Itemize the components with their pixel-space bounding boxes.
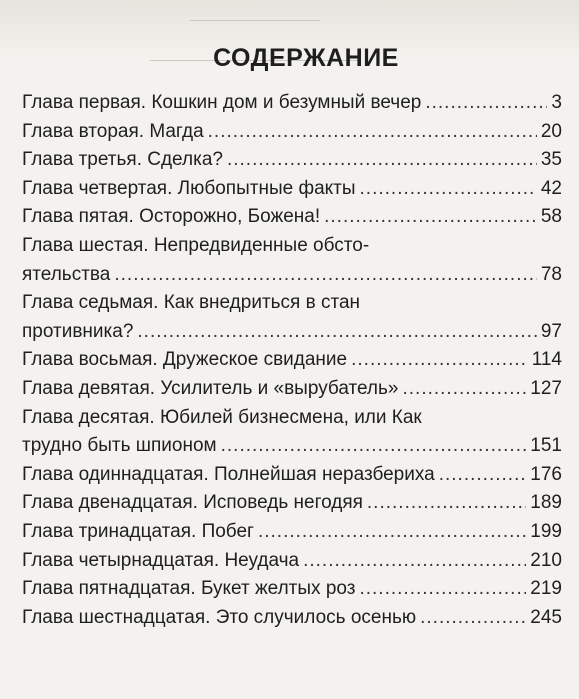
toc-entry-title: Глава пятая. Осторожно, Божена! xyxy=(22,206,321,228)
toc-entry-row xyxy=(22,203,562,232)
dot-leader xyxy=(420,604,526,633)
toc-entry-row xyxy=(22,518,562,547)
page-number: 20 xyxy=(540,120,562,142)
page-number: 199 xyxy=(530,520,562,542)
toc-entry-row xyxy=(22,547,562,576)
dot-leader xyxy=(324,203,537,232)
page-number: 189 xyxy=(530,492,562,514)
toc-entry-title: Глава одиннадцатая. Полнейшая неразбериха xyxy=(22,463,435,485)
toc-entry-row xyxy=(22,89,562,118)
toc-entry-row xyxy=(22,432,562,461)
toc-entry xyxy=(22,289,562,346)
toc-entry xyxy=(22,575,562,604)
toc-entry xyxy=(22,118,562,147)
toc-entry-row xyxy=(22,604,562,633)
toc-entry xyxy=(22,375,562,404)
page-number: 3 xyxy=(551,92,562,113)
toc-entry xyxy=(22,232,562,289)
dot-leader xyxy=(351,346,528,375)
page-number: 210 xyxy=(530,549,562,571)
bleed-through-line xyxy=(190,20,320,21)
toc-entry xyxy=(22,604,562,633)
toc-entry xyxy=(22,547,562,576)
dot-leader xyxy=(221,432,527,461)
dot-leader xyxy=(425,89,547,118)
toc-entry xyxy=(22,489,562,518)
dot-leader xyxy=(402,375,526,404)
toc-entry-row xyxy=(22,118,562,147)
toc-entry-row xyxy=(22,575,562,604)
toc-entry-title: трудно быть шпионом xyxy=(22,435,217,457)
page-number: 97 xyxy=(540,320,562,342)
toc-entry-row xyxy=(22,146,562,175)
dot-leader xyxy=(303,547,526,576)
dot-leader xyxy=(360,175,537,204)
toc-entry-title: Глава девятая. Усилитель и «вырубатель» xyxy=(22,377,399,399)
toc-entry-row xyxy=(22,318,562,347)
toc-entry xyxy=(22,89,562,118)
toc-entry-title-line: Глава десятая. Юбилей бизнесмена, или Как xyxy=(22,406,422,428)
page-number: 219 xyxy=(530,578,562,600)
toc-entry-title: Глава четырнадцатая. Неудача xyxy=(22,549,300,571)
toc-entry-title: противника? xyxy=(22,320,134,342)
dot-leader xyxy=(439,461,527,490)
dot-leader xyxy=(114,261,537,290)
toc-title: СОДЕРЖАНИЕ xyxy=(213,44,399,72)
toc-entry xyxy=(22,404,562,461)
toc-list xyxy=(22,89,562,632)
toc-entry-row xyxy=(22,175,562,204)
toc-entry-title: Глава пятнадцатая. Букет желтых роз xyxy=(22,578,356,600)
toc-entry-title-line: Глава шестая. Непредвиденные обсто- xyxy=(22,234,370,256)
toc-entry-title: Глава двенадцатая. Исповедь негодяя xyxy=(22,492,363,514)
toc-entry xyxy=(22,203,562,232)
page-number: 127 xyxy=(530,377,562,399)
page-number: 176 xyxy=(530,463,562,485)
toc-entry xyxy=(22,461,562,490)
toc-entry-row xyxy=(22,261,562,290)
toc-entry-row xyxy=(22,489,562,518)
toc-entry-title: Глава первая. Кошкин дом и безумный вечер xyxy=(22,92,422,113)
dot-leader xyxy=(359,575,526,604)
page-number: 58 xyxy=(540,206,562,228)
toc-entry xyxy=(22,146,562,175)
toc-entry-title: Глава шестнадцатая. Это случилось осенью xyxy=(22,606,417,628)
page-number: 35 xyxy=(540,149,562,171)
toc-entry-row xyxy=(22,461,562,490)
toc-entry-title: Глава четвертая. Любопытные факты xyxy=(22,177,356,199)
dot-leader xyxy=(367,489,526,518)
page-number: 78 xyxy=(540,263,562,285)
toc-entry xyxy=(22,175,562,204)
toc-entry-title: Глава вторая. Магда xyxy=(22,120,204,142)
dot-leader xyxy=(227,146,537,175)
table-of-contents-page xyxy=(22,44,562,632)
toc-entry xyxy=(22,346,562,375)
page-number: 245 xyxy=(530,606,562,628)
toc-entry-title-line: Глава седьмая. Как внедриться в стан xyxy=(22,292,361,314)
toc-entry-title: ятельства xyxy=(22,263,111,285)
toc-entry-row xyxy=(22,346,562,375)
page-number: 151 xyxy=(530,435,562,457)
toc-entry xyxy=(22,518,562,547)
page-number: 114 xyxy=(531,349,562,371)
dot-leader xyxy=(137,318,536,347)
toc-entry-row xyxy=(22,375,562,404)
dot-leader xyxy=(258,518,526,547)
toc-entry-title: Глава тринадцатая. Побег xyxy=(22,520,254,542)
page-number: 42 xyxy=(540,177,562,199)
toc-entry-title: Глава третья. Сделка? xyxy=(22,149,223,171)
dot-leader xyxy=(208,118,537,147)
toc-entry-title: Глава восьмая. Дружеское свидание xyxy=(22,349,348,371)
